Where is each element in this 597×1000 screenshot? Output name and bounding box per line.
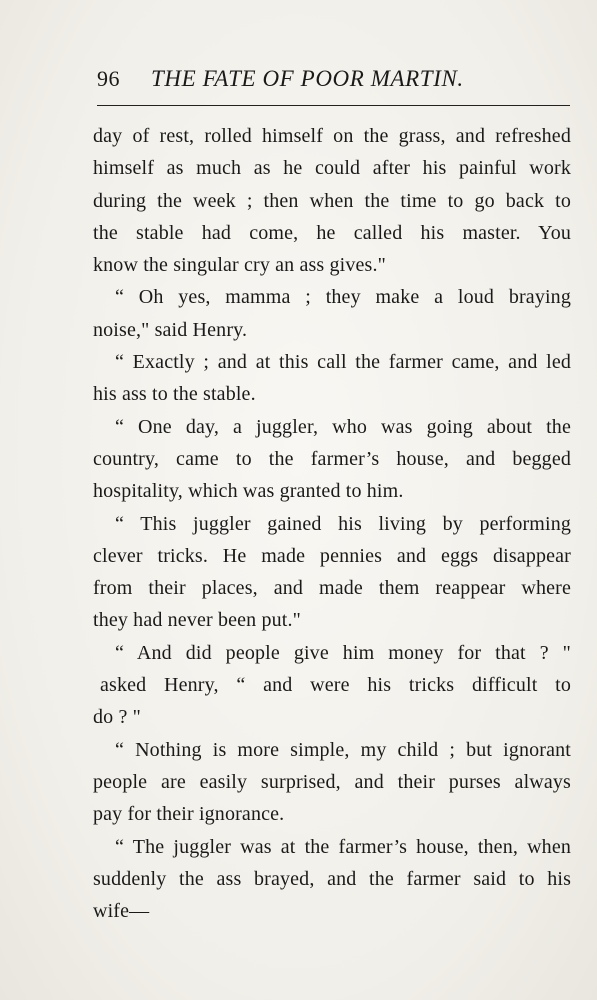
running-title: THE FATE OF POOR MARTIN.	[151, 66, 464, 91]
text-line: hospitality, which was granted to him.	[93, 480, 404, 503]
header-rule	[97, 105, 570, 106]
text-line: day of rest, rolled himself on the grass, and refreshed	[93, 125, 571, 147]
text-line: suddenly the ass brayed, and the farmer said to his	[93, 867, 571, 890]
text-line: “ Exactly ; and at this call the farmer came, and led	[115, 351, 571, 374]
text-line: “ The juggler was at the farmer’s house, then, when	[115, 835, 571, 858]
text-line: during the week ; then when the time to go back to	[93, 189, 571, 212]
text-line: do ? "	[93, 706, 141, 729]
text-line: “ Oh yes, mamma ; they make a loud braying	[115, 286, 571, 309]
text-line: noise," said Henry.	[93, 318, 248, 341]
text-line: pay for their ignorance.	[93, 803, 285, 826]
text-line: people are easily surprised, and their purses always	[93, 770, 571, 793]
text-line: know the singular cry an ass gives."	[93, 254, 386, 277]
text-line: “ One day, a juggler, who was going about the	[115, 415, 571, 438]
text-line: country, came to the farmer’s house, and begged	[93, 447, 571, 470]
text-line: asked Henry, “ and were his tricks difficult to	[100, 674, 571, 697]
text-line: “ Nothing is more simple, my child ; but ignorant	[115, 738, 571, 761]
text-line: the stable had come, he called his master. You	[93, 221, 571, 244]
text-line: “ And did people give him money for that ? "	[115, 641, 571, 664]
page-header	[97, 66, 570, 98]
text-line: from their places, and made them reappear where	[93, 577, 571, 600]
page-number: 96	[97, 66, 120, 91]
text-line: himself as much as he could after his painful work	[93, 157, 571, 180]
body-text	[93, 120, 571, 927]
text-line: his ass to the stable.	[93, 383, 256, 406]
text-line: clever tricks. He made pennies and eggs disappear	[93, 544, 571, 567]
text-line: “ This juggler gained his living by performing	[115, 512, 571, 535]
text-line: they had never been put."	[93, 609, 301, 632]
text-line: wife—	[93, 900, 150, 923]
